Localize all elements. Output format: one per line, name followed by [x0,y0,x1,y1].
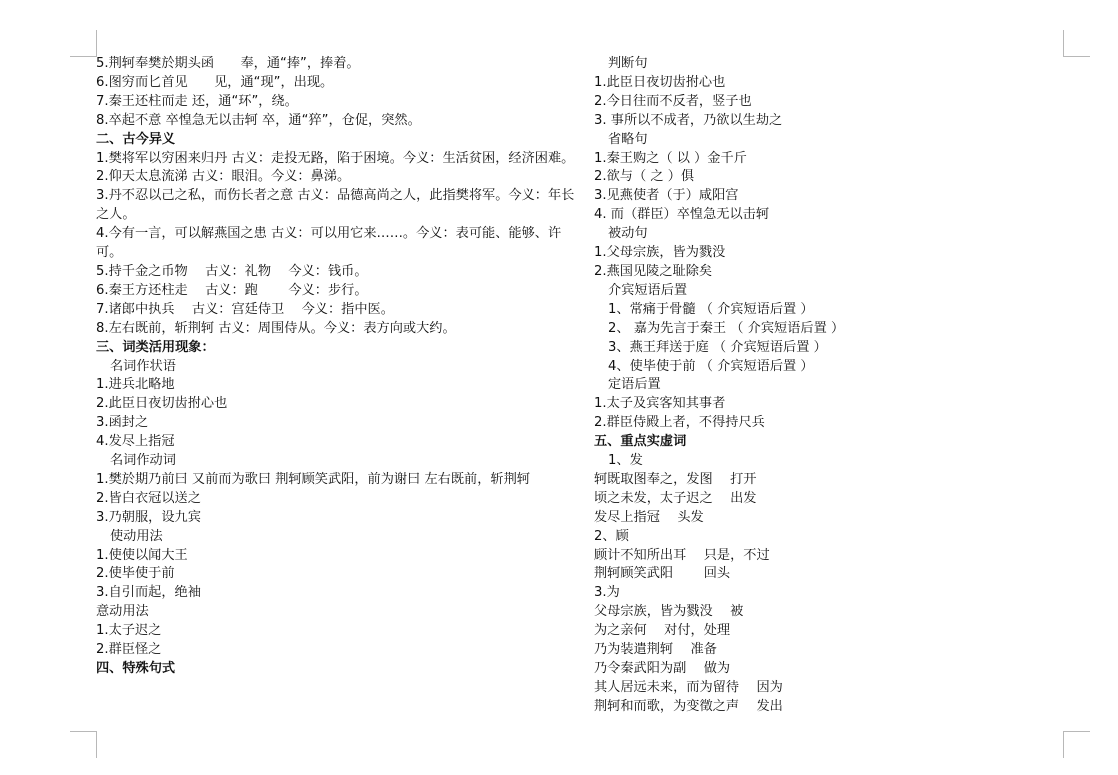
text-line: 6.秦王方还柱走 古义：跑 今义：步行。 [96,282,368,298]
crop-mark-bottom-left [70,731,97,758]
subheading-line: 定语后置 [608,377,661,393]
text-line: 4.发尽上指冠 [96,434,175,450]
text-line: 8.左右既前，斩荆轲 古义：周围侍从。今义：表方向或大约。 [96,320,456,336]
text-line: 轲既取图奉之，发图 打开 [594,471,757,487]
text-line: 2.群臣怪之 [96,642,162,658]
text-line: 1.父母宗族，皆为戮没 [594,245,726,261]
text-line: 3. 事所以不成者，乃欲以生劫之 [594,112,783,128]
text-line: 2.今日往而不反者，竖子也 [594,93,752,109]
text-line: 1.樊於期乃前曰 又前而为歌曰 荆轲顾笑武阳，前为谢曰 左右既前，斩荆轲 [96,471,530,487]
subheading-line: 4、使毕使于前 （ 介宾短语后置 ） [608,358,814,374]
text-line: 3.乃朝服，设九宾 [96,509,201,525]
text-line: 1.樊将军以穷困来归丹 古义：走投无路，陷于困境。今义：生活贫困，经济困难。 [96,150,575,166]
text-line: 父母宗族，皆为戮没 被 [594,604,744,620]
crop-mark-top-right [1063,30,1090,57]
text-line: 3.为 [594,585,620,601]
text-line: 1.使使以闻大王 [96,547,188,563]
subheading-line: 1、发 [608,453,643,469]
text-line: 3.函封之 [96,415,149,431]
subheading-line: 介宾短语后置 [608,282,688,298]
text-line: 发尽上指冠 头发 [594,509,704,525]
crop-mark-top-left [70,30,97,57]
subheading-line: 2、 嘉为先言于秦王 （ 介宾短语后置 ） [608,320,845,336]
text-line: 1.进兵北略地 [96,377,175,393]
subheading-line: 名词作状语 [110,358,176,374]
text-line: 1.秦王购之（ 以 ）金千斤 [594,150,747,166]
section-heading: 四、特殊句式 [96,661,176,676]
text-line: 2.群臣侍殿上者，不得持尺兵 [594,415,765,431]
text-line: 为之亲何 对付，处理 [594,623,731,639]
text-line: 2.此臣日夜切齿拊心也 [96,396,228,412]
text-line: 2.欲与（ 之 ）俱 [594,169,695,185]
text-line: 3.自引而起，绝袖 [96,585,201,601]
subheading-line: 使动用法 [110,528,163,544]
text-line: 1.此臣日夜切齿拊心也 [594,74,726,90]
text-line: 6.图穷而匕首见 见，通“现”，出现。 [96,74,334,90]
text-line: 其人居远未来，而为留待 因为 [594,679,783,695]
text-line: 2.仰天太息流涕 古义：眼泪。今义：鼻涕。 [96,169,351,185]
text-line: 5.持千金之币物 古义：礼物 今义：钱币。 [96,263,368,279]
section-heading: 五、重点实虚词 [594,434,687,450]
text-line: 荆轲顾笑武阳 回头 [594,566,731,582]
text-line: 荆轲和而歌，为变徵之声 发出 [594,698,783,714]
text-line: 2.皆白衣冠以送之 [96,490,201,506]
text-line: 4. 而（群臣）卒惶急无以击轲 [594,207,770,223]
text-line: 1.太子及宾客知其事者 [594,396,726,412]
text-line: 7.秦王还柱而走 还，通“环”，绕。 [96,93,298,109]
text-line: 乃令秦武阳为副 做为 [594,661,731,676]
left-column [96,55,578,679]
text-line: 2.燕国见陵之耻除矣 [594,263,713,279]
text-line: 乃为装遣荆轲 准备 [594,642,717,658]
subheading-line: 名词作动词 [110,453,176,469]
text-line: 3.见燕使者（于）咸阳宫 [594,188,739,204]
subheading-line: 省略句 [608,131,648,147]
text-line: 1.太子迟之 [96,623,162,639]
subheading-line: 被动句 [608,226,648,242]
text-line: 4.今有一言，可以解燕国之患 古义：可以用它来……。今义：表可能、能够、许可。 [96,226,562,261]
text-line: 2、顾 [594,528,629,544]
text-line: 2.使毕使于前 [96,566,175,582]
text-line: 7.诸郎中执兵 古义：宫廷侍卫 今义：指中医。 [96,301,394,317]
text-line: 顾计不知所出耳 只是，不过 [594,547,770,563]
text-line: 3.丹不忍以己之私，而伤长者之意 古义：品德高尚之人，此指樊将军。今义：年长之人。 [96,188,575,223]
subheading-line: 3、燕王拜送于庭 （ 介宾短语后置 ） [608,339,827,355]
section-heading: 三、词类活用现象： [96,339,215,355]
right-column [594,55,1074,717]
subheading-line: 判断句 [608,56,648,71]
text-line: 意动用法 [96,604,149,620]
text-line: 5.荆轲奉樊於期头函 奉，通“捧”，捧着。 [96,56,360,71]
section-heading: 二、古今异义 [96,131,176,147]
crop-mark-bottom-right [1063,731,1090,758]
text-line: 顷之未发，太子迟之 出发 [594,490,757,506]
subheading-line: 1、常痛于骨髓 （ 介宾短语后置 ） [608,301,814,317]
text-line: 8.卒起不意 卒惶急无以击轲 卒，通“猝”，仓促，突然。 [96,112,421,128]
